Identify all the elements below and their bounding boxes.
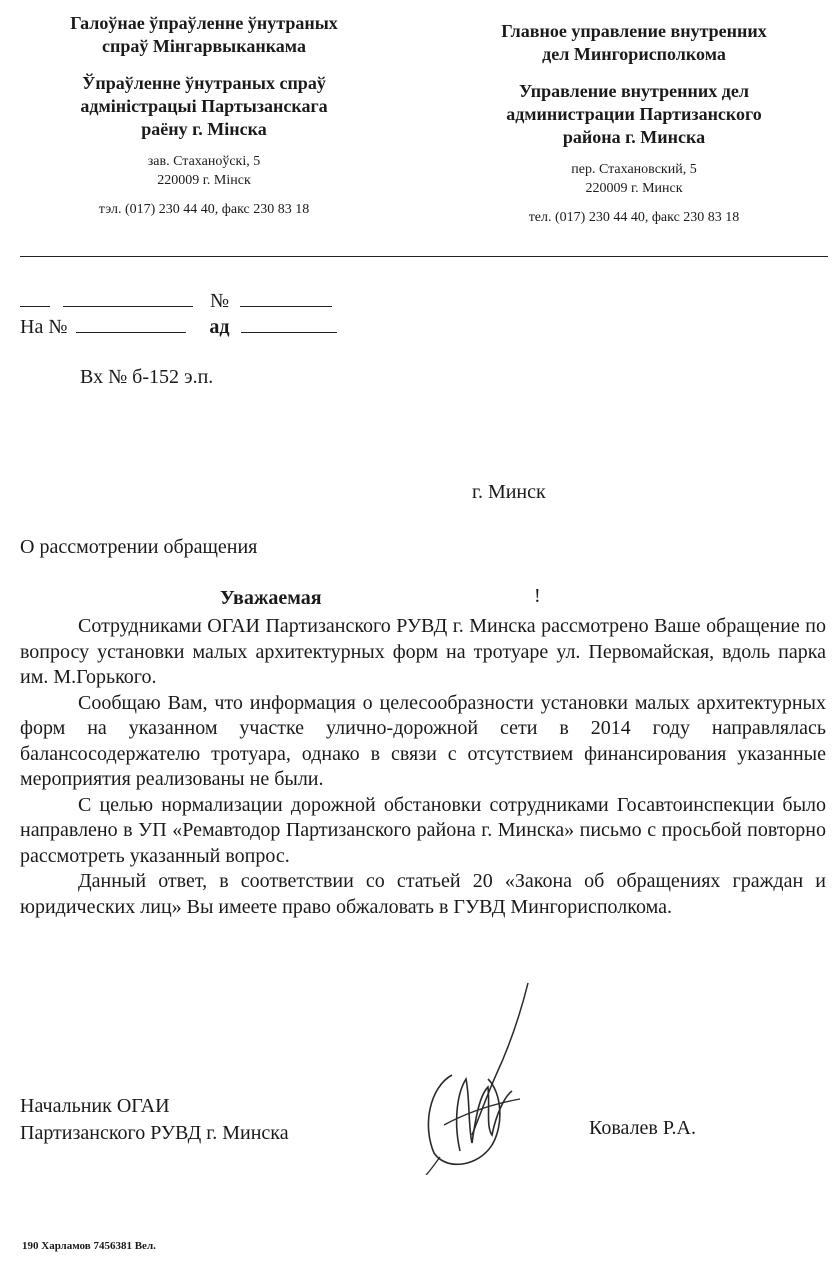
handwritten-signature <box>400 975 560 1175</box>
header-right-address-line1: пер. Стахановский, 5 <box>571 162 697 178</box>
reply-date-blank <box>241 316 337 333</box>
header-left-org-line2: спраў Мінгарвыканкама <box>102 36 306 57</box>
header-left-sub-line2: адміністрацыі Партызанскага <box>80 96 328 117</box>
registration-line-reply <box>20 316 337 339</box>
header-left-address-line2: 220009 г. Мінск <box>157 173 251 189</box>
subject-line: О рассмотрении обращения <box>20 536 258 558</box>
body-paragraph-1: Сотрудниками ОГАИ Партизанского РУВД г. Минска рассмотрено Ваше обращение по вопросу установки малых архитектурных форм на тротуаре ул. Первомайская, вдоль парка им. М.Горького. <box>20 615 826 688</box>
header-left-sub-line3: раёну г. Мінска <box>141 119 267 140</box>
header-left-block <box>20 12 388 219</box>
date-blank-2 <box>63 290 193 307</box>
header-right-sub-line3: района г. Минска <box>562 127 706 148</box>
header-left-org-line1: Галоўнае ўпраўленне ўнутраных <box>70 13 338 33</box>
header-left-address-line1: зав. Стаханоўскі, 5 <box>147 154 261 170</box>
signatory-title-line1: Начальник ОГАИ <box>20 1095 170 1117</box>
from-label: ад <box>209 316 230 338</box>
city: г. Минск <box>472 481 546 503</box>
reply-number-blank <box>76 316 186 333</box>
header-right-org-line1: Главное управление внутренних <box>501 21 767 41</box>
date-blank <box>20 290 50 307</box>
signatory-name: Ковалев Р.А. <box>589 1117 696 1139</box>
number-sign: № <box>210 290 230 312</box>
header-right-org-line2: дел Мингорисполкома <box>542 44 726 65</box>
header-right-address-line2: 220009 г. Минск <box>585 181 683 197</box>
executor-note: 190 Харламов 7456381 Вел. <box>22 1240 156 1252</box>
outgoing-number-blank <box>240 290 332 307</box>
signatory-title <box>20 1093 289 1147</box>
body-paragraph-4: Данный ответ, в соответствии со статьей 20 «Закона об обращениях граждан и юридических лиц» Вы имеете право обжаловать в ГУВД Мингорисполкома. <box>20 870 826 918</box>
salutation: Уважаемая <box>220 587 322 609</box>
incoming-number: Вх № б-152 э.п. <box>80 366 214 388</box>
header-right-phone: тел. (017) 230 44 40, факс 230 83 18 <box>528 209 740 225</box>
header-divider <box>20 256 828 257</box>
letter-body <box>20 614 826 920</box>
header-right-block <box>445 20 823 227</box>
reply-to-label: На № <box>20 316 68 338</box>
body-paragraph-3: С целью нормализации дорожной обстановки сотрудниками Госавтоинспекции было направлено в УП «Ремавтодор Партизанского района г. Минска» письмо с просьбой повторно рассмотреть указанный вопрос. <box>20 793 826 867</box>
registration-line-outgoing <box>20 290 332 313</box>
header-left-sub-line1: Ўпраўленне ўнутраных спраў <box>82 73 326 94</box>
body-paragraph-2: Сообщаю Вам, что информация о целесообразности установки малых архитектурных форм на указанном участке улично-дорожной сети в 2014 году направлялась балансосодержателю тротуара, однако в связи с отсутствием финансирования указанные мероприятия реализованы не были. <box>20 691 826 790</box>
header-left-phone: тэл. (017) 230 44 40, факс 230 83 18 <box>98 201 310 217</box>
signatory-title-line2: Партизанского РУВД г. Минска <box>20 1122 289 1144</box>
header-right-sub-line2: администрации Партизанского <box>506 104 762 125</box>
header-right-sub-line1: Управление внутренних дел <box>519 81 749 102</box>
salutation-mark: ! <box>534 585 541 607</box>
